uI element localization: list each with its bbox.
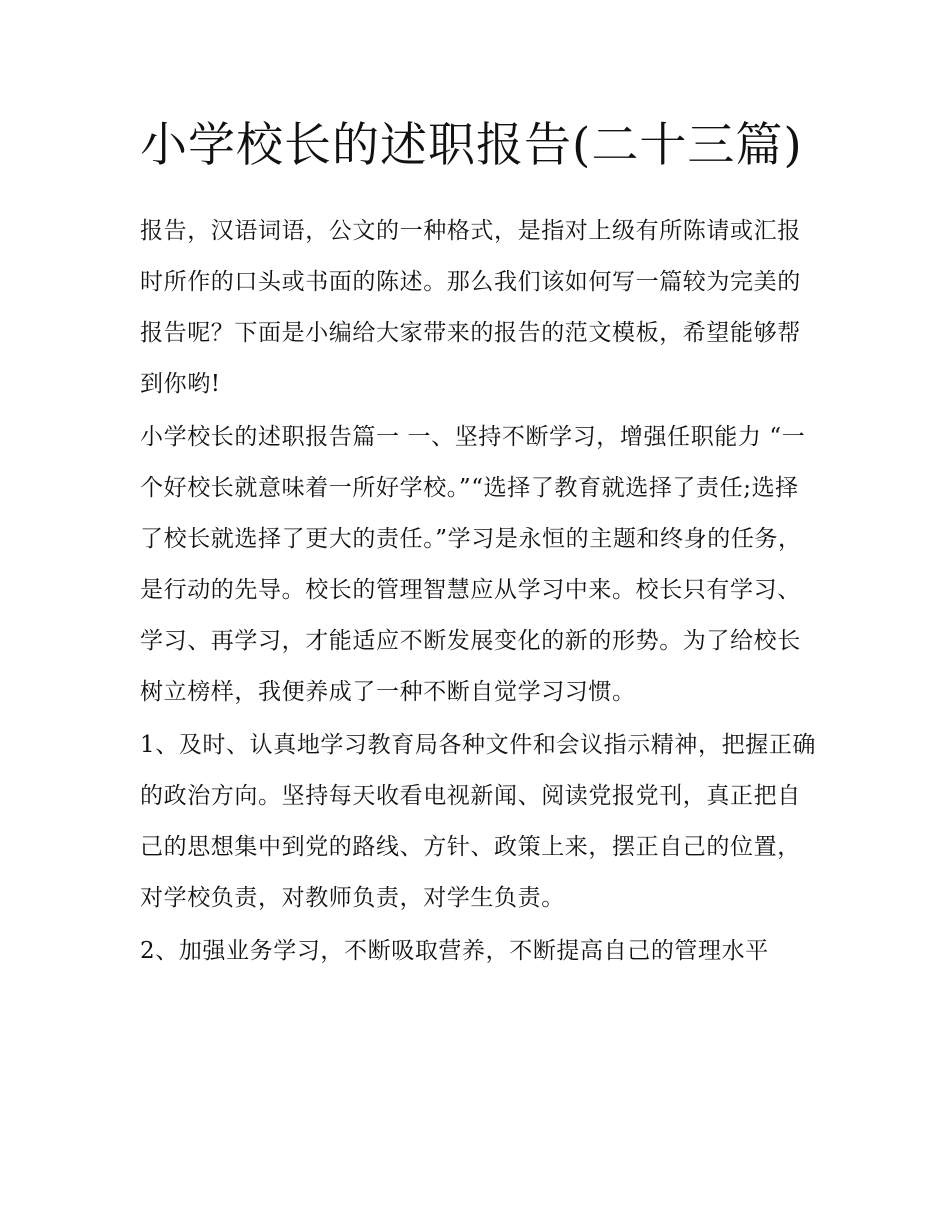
intro-paragraph: 报告，汉语词语，公文的一种格式，是指对上级有所陈请或汇报时所作的口头或书面的陈述。那么我们该如何写一篇较为完美的报告呢？下面是小编给大家带来的报告的范文模板，希望能够帮到你哟! xyxy=(140,218,801,397)
section-one-paragraph: 小学校长的述职报告篇一 一、坚持不断学习，增强任职能力 “一个好校长就意味着一所好学校。”“选择了教育就选择了责任;选择了校长就选择了更大的责任。”学习是永恒的主题和终身的任务，是行动的先导。校长的管理智慧应从学习中来。校长只有学习、学习、再学习，才能适应不断发展变化的新的形势。为了给校长树立榜样，我便养成了一种不断自觉学习习惯。 xyxy=(140,424,806,705)
document-body xyxy=(140,108,820,979)
document-title: 小学校长的述职报告(二十三篇) xyxy=(140,118,803,173)
item-one-paragraph: 1、及时、认真地学习教育局各种文件和会议指示精神，把握正确的政治方向。坚持每天收看电视新闻、阅读党报党刊，真正把自己的思想集中到党的路线、方针、政策上来，摆正自己的位置，对学校负责，对教师负责，对学生负责。 xyxy=(140,732,817,911)
item-two-paragraph: 2、加强业务学习，不断吸取营养，不断提高自己的管理水平 xyxy=(140,938,769,964)
